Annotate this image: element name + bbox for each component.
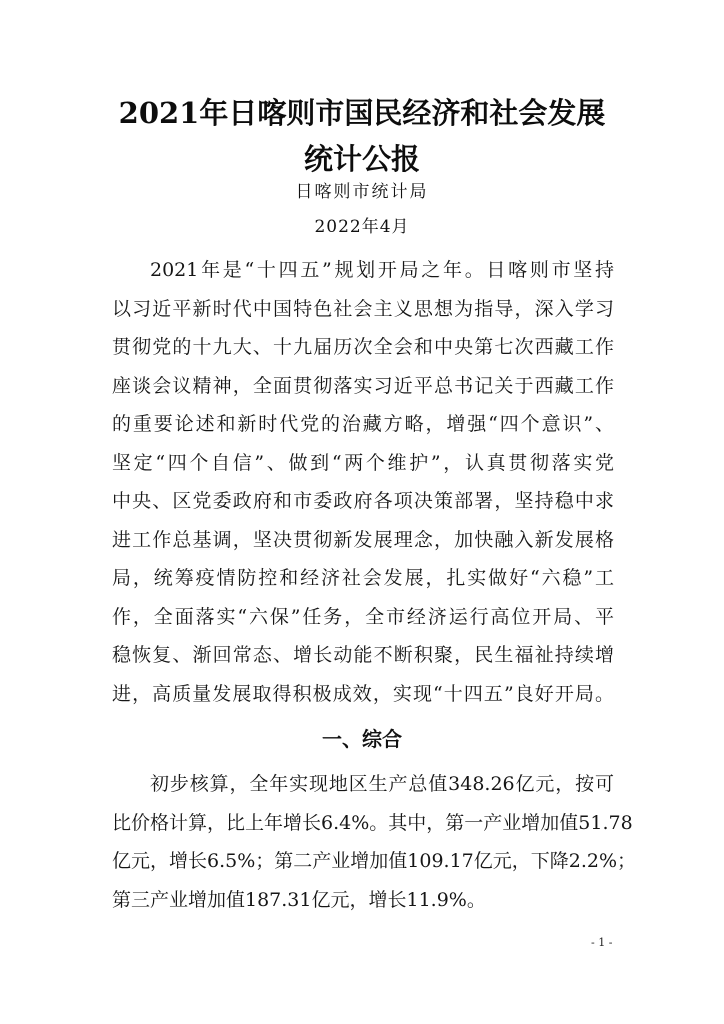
page-number: - 1 -: [591, 936, 613, 949]
intro-line: 作，全面落实“六保”任务，全市经济运行高位开局、平: [112, 606, 614, 628]
intro-line: 进，高质量发展取得积极成效，实现“十四五”良好开局。: [112, 683, 614, 705]
intro-line: 坚定“四个自信”、做到“两个维护”，认真贯彻落实党: [112, 452, 614, 474]
intro-line: 中央、区党委政府和市委政府各项决策部署，坚持稳中求: [112, 490, 614, 512]
document-title-line-1: 2021年日喀则市国民经济和社会发展: [118, 96, 606, 130]
intro-line: 贯彻党的十九大、十九届历次全会和中央第七次西藏工作: [112, 336, 614, 358]
intro-line: 局，统筹疫情防控和经济社会发展，扎实做好“六稳”工: [112, 567, 614, 589]
document-date: 2022年4月: [314, 217, 410, 237]
intro-line: 稳恢复、渐回常态、增长动能不断积聚，民生福祉持续增: [112, 644, 614, 666]
section1-line: 亿元，增长6.5%；第二产业增加值109.17亿元，下降2.2%；: [112, 850, 637, 872]
section1-line: 比价格计算，比上年增长6.4%。其中，第一产业增加值51.78: [112, 812, 633, 834]
intro-line: 以习近平新时代中国特色社会主义思想为指导，深入学习: [112, 298, 614, 320]
section-heading: 一、综合: [322, 727, 402, 751]
intro-line: 2021年是“十四五”规划开局之年。日喀则市坚持: [150, 259, 614, 281]
intro-line: 进工作总基调，坚决贯彻新发展理念，加快融入新发展格: [112, 529, 614, 551]
intro-line: 座谈会议精神，全面贯彻落实习近平总书记关于西藏工作: [112, 375, 614, 397]
section1-line: 第三产业增加值187.31亿元，增长11.9%。: [112, 889, 486, 911]
document-author: 日喀则市统计局: [295, 182, 429, 202]
intro-line: 的重要论述和新时代党的治藏方略，增强“四个意识”、: [112, 413, 614, 435]
section1-line: 初步核算，全年实现地区生产总值348.26亿元，按可: [150, 773, 614, 795]
document-title-line-2: 统计公报: [303, 142, 420, 176]
